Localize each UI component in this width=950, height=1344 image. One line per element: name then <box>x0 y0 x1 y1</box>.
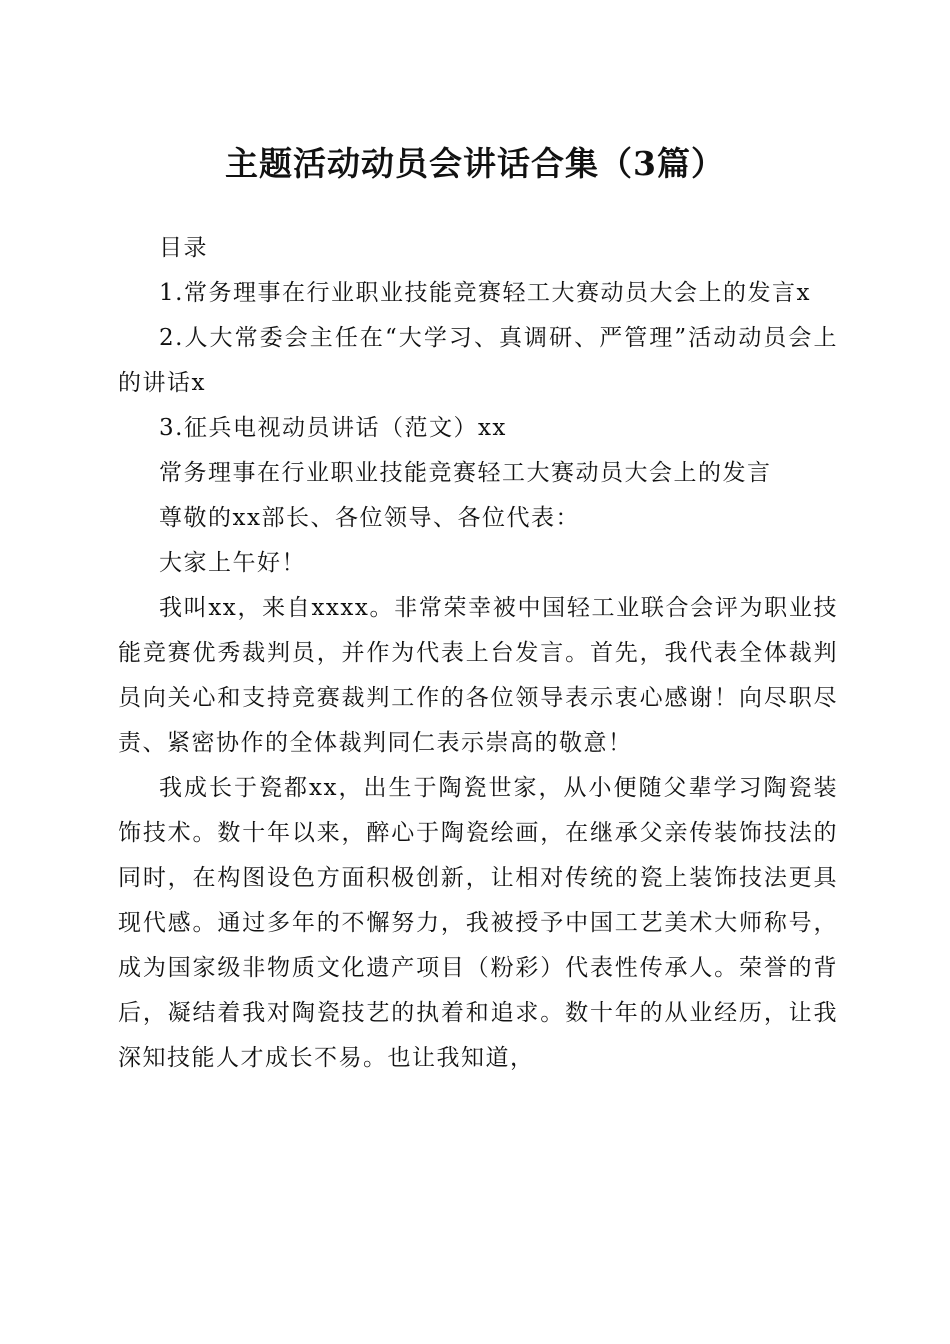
toc-item: 1.常务理事在行业职业技能竞赛轻工大赛动员大会上的发言x <box>159 280 811 306</box>
document-title: 主题活动动员会讲话合集（3篇） <box>225 144 725 183</box>
body-paragraph: 我叫xx，来自xxxx。非常荣幸被中国轻工业联合会评为职业技能竞赛优秀裁判员，并作为代表上台发言。首先，我代表全体裁判员向关心和支持竞赛裁判工作的各位领导表示衷心感谢！向尽职尽责、紧密协作的全体裁判同仁表示崇高的敬意！ <box>118 595 838 756</box>
toc-item: 3.征兵电视动员讲话（范文）xx <box>159 415 507 441</box>
body-paragraph: 我成长于瓷都xx，出生于陶瓷世家，从小便随父辈学习陶瓷装饰技术。数十年以来，醉心于陶瓷绘画，在继承父亲传装饰技法的同时，在构图设色方面积极创新，让相对传统的瓷上装饰技法更具现代感。通过多年的不懈努力，我被授予中国工艺美术大师称号，成为国家级非物质文化遗产项目（粉彩）代表性传承人。荣誉的背后，凝结着我对陶瓷技艺的执着和追求。数十年的从业经历，让我深知技能人才成长不易。也让我知道， <box>118 775 838 1071</box>
toc-item: 2.人大常委会主任在“大学习、真调研、严管理”活动动员会上的讲话x <box>118 325 838 396</box>
salutation: 尊敬的xx部长、各位领导、各位代表： <box>159 505 580 531</box>
greeting: 大家上午好！ <box>159 550 306 576</box>
speech-title: 常务理事在行业职业技能竞赛轻工大赛动员大会上的发言 <box>159 460 772 486</box>
toc-heading: 目录 <box>159 235 208 261</box>
document-body <box>118 226 838 1081</box>
